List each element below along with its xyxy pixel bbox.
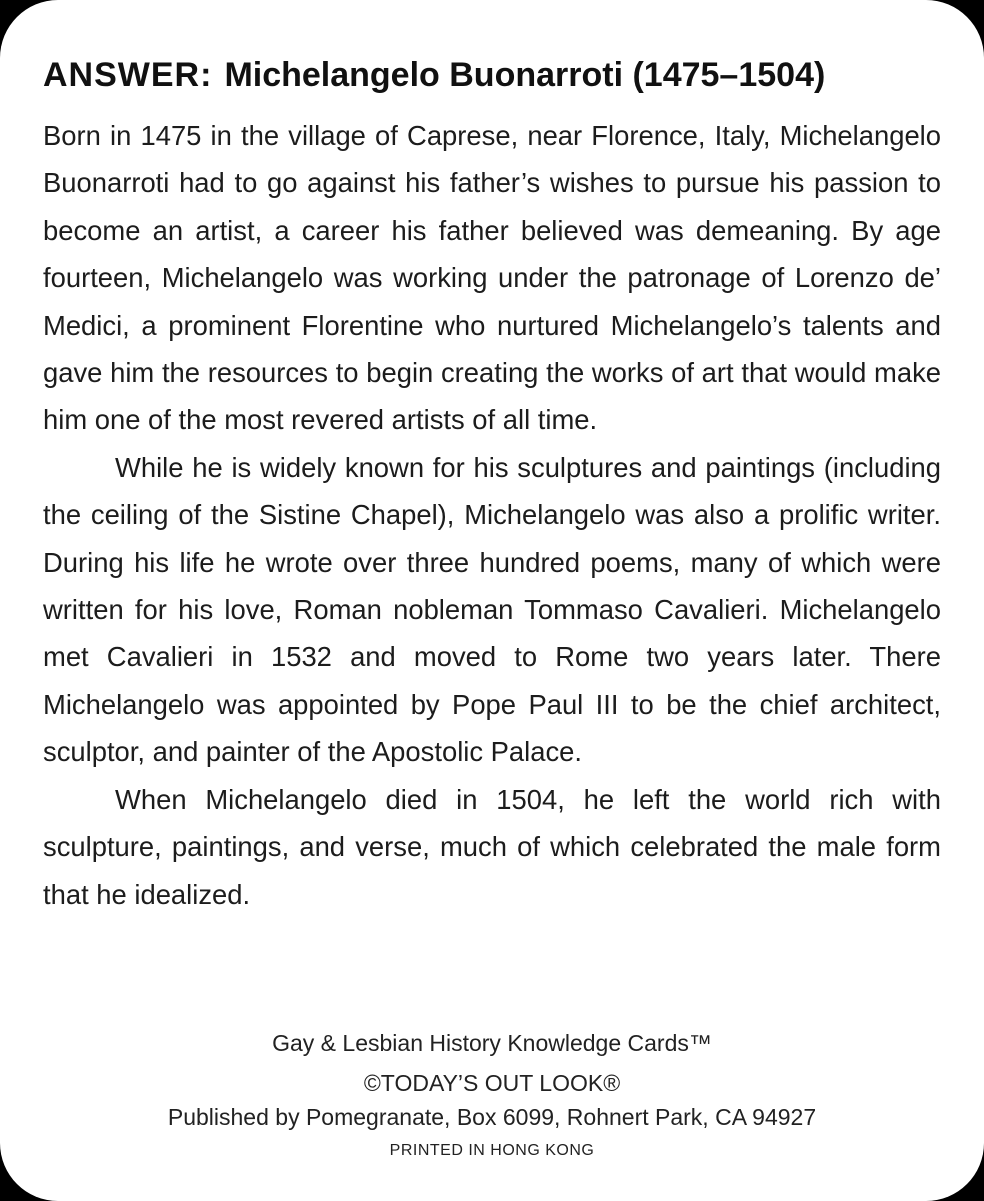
answer-title: Michelangelo Buonarroti (1475–1504) (224, 56, 826, 94)
copyright-line: ©TODAY’S OUT LOOK® (363, 1070, 621, 1096)
paragraph-writing: While he is widely known for his sculptures and paintings (including the ceiling of the Sistine Chapel), Michelangelo was also a prolific writer. During his life he wrote over three hundred poems, many of which were written for his love, Roman nobleman Tommaso Cavalieri. Michelangelo met Cavalieri in 1532 and moved to Rome two years later. There Michelangelo was appointed by Pope Paul III to be the chief architect, sculptor, and painter of the Apostolic Palace. (43, 451, 941, 768)
card-footer (0, 1028, 984, 1162)
paragraph-legacy: When Michelangelo died in 1504, he left the world rich with sculpture, paintings, and verse, much of which celebrated the male form that he idealized. (43, 783, 941, 910)
biography-text (43, 112, 941, 918)
printed-line: PRINTED IN HONG KONG (389, 1142, 595, 1159)
publisher-line: Published by Pomegranate, Box 6099, Rohnert Park, CA 94927 (167, 1104, 817, 1130)
answer-heading (43, 55, 943, 95)
answer-label: ANSWER: (43, 56, 213, 94)
series-name: Gay & Lesbian History Knowledge Cards™ (272, 1030, 712, 1056)
paragraph-early-life: Born in 1475 in the village of Caprese, near Florence, Italy, Michelangelo Buonarroti had to go against his father’s wishes to pursue his passion to become an artist, a career his father believed was demeaning. By age fourteen, Michelangelo was working under the patronage of Lorenzo de’ Medici, a prominent Florentine who nurtured Michelangelo’s talents and gave him the resources to begin creating the works of art that would make him one of the most revered artists of all time. (43, 120, 941, 436)
